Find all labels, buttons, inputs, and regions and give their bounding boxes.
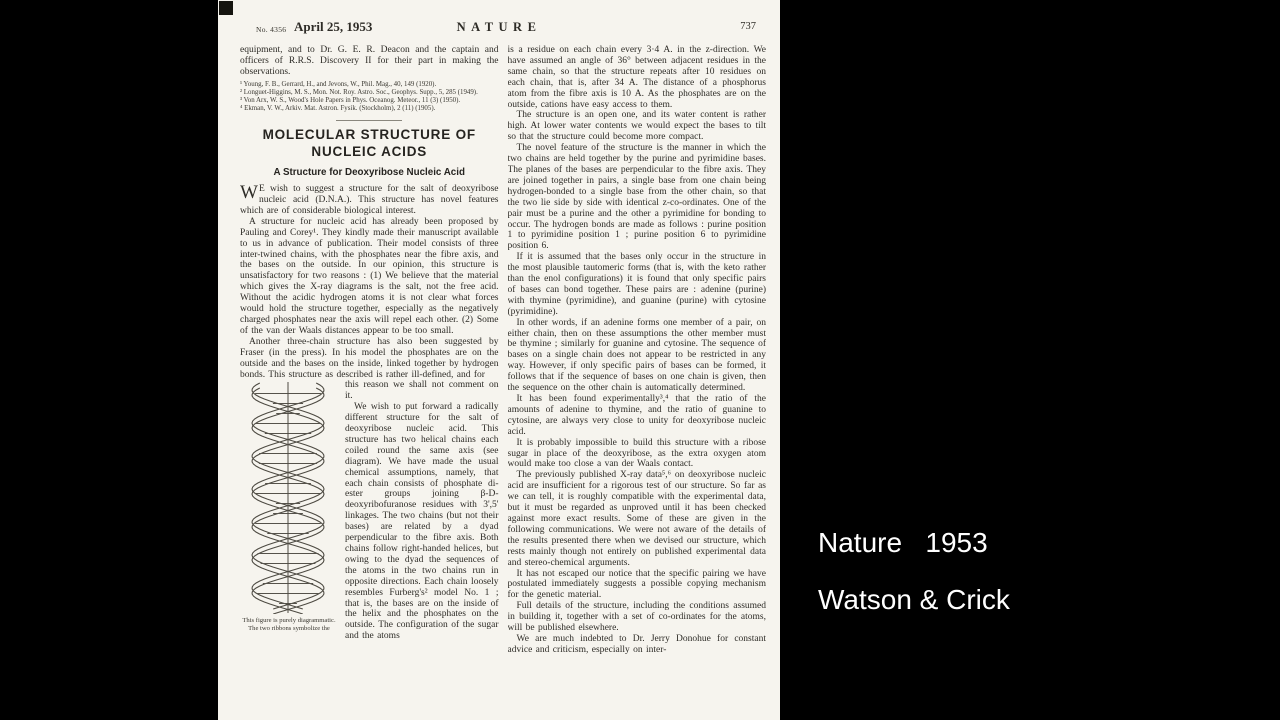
left-column xyxy=(240,45,499,720)
paragraph: Another three-chain structure has also been suggested by Fraser (in the press). In his model the phosphates are on the outside and the bases on the inside, linked together by hydrogen bonds. This structure as described is rather ill-defined, and for xyxy=(240,336,499,380)
dna-helix-figure xyxy=(240,382,338,632)
paragraph: this reason we shall not comment on it. xyxy=(345,380,499,402)
paragraph: A structure for nucleic acid has already been proposed by Pauling and Corey¹. They kindly made their manuscript available to us in advance of publication. Their model consists of three inter-twined chains, with the phosphates near the fibre axis, and the bases on the outside. In our opinion, this structure is unsatisfactory for two reasons : (1) We believe that the material which gives the X-ray diagrams is the salt, not the free acid. Without the acidic hydrogen atoms it is not clear what forces would hold the structure together, especially as the negatively charged phosphates near the axis will repel each other. (2) Some of the van der Waals distances appear to be too small. xyxy=(240,216,499,336)
reference-item: ⁴ Ekman, V. W., Arkiv. Mat. Astron. Fysik. (Stockholm), 2 (11) (1905). xyxy=(240,105,436,112)
paragraph: is a residue on each chain every 3·4 A. in the z-direction. We have assumed an angle of 36° between adjacent residues in the same chain, so that the structure repeats after 10 residues on each chain, that is, after 34 A. The distance of a phosphorus atom from the fibre axis is 10 A. As the phosphates are on the outside, cations have easy access to them. xyxy=(507,45,766,110)
paragraph: WE wish to suggest a structure for the salt of deoxyribose nucleic acid (D.N.A.). This structure has novel features which are of considerable biological interest. xyxy=(240,182,499,216)
paragraph: Full details of the structure, including the conditions assumed in building it, together with a set of co-ordinates for the atoms, will be published elsewhere. xyxy=(507,601,766,634)
paragraph: We are much indebted to Dr. Jerry Donohue for constant advice and criticism, especially on inter- xyxy=(507,633,766,655)
figure-caption: This figure is purely diagrammatic. The two ribbons symbolize the xyxy=(242,617,336,632)
paragraph: It is probably impossible to build this structure with a ribose sugar in place of the deoxyribose, as the extra oxygen atom would make too close a van der Waals contact. xyxy=(507,437,766,470)
article-separator xyxy=(336,120,402,121)
double-helix-diagram xyxy=(240,382,336,614)
article-subtitle: A Structure for Deoxyribose Nucleic Acid xyxy=(273,167,465,179)
journal-page xyxy=(218,0,780,720)
right-column xyxy=(508,45,767,720)
issue-number: No. 4356 xyxy=(256,25,287,34)
reference-item: ³ Von Arx, W. S., Wood's Hole Papers in Phys. Oceanog. Meteor., 11 (3) (1950). xyxy=(240,96,461,104)
page-columns xyxy=(240,45,766,720)
paragraph: The previously published X-ray data⁵,⁶ on deoxyribose nucleic acid are insufficient for a rigorous test of our structure. So far as we can tell, it is roughly compatible with the experimental data, but it must be regarded as unproved until it has been checked against more exact results. Some of these are given in the following communications. We were not aware of the details of the results presented there when we devised our structure, which rests mainly though not entirely on published experimental data and stereo-chemical arguments. xyxy=(507,470,766,568)
paragraph: It has not escaped our notice that the specific pairing we have postulated immediately suggests a possible copying mechanism for the genetic material. xyxy=(507,568,766,601)
page-number: 737 xyxy=(740,21,756,32)
paragraph: The structure is an open one, and its water content is rather high. At lower water contents we would expect the bases to tilt so that the structure could become more compact. xyxy=(507,110,766,143)
issue-date: April 25, 1953 xyxy=(294,19,373,34)
page-header xyxy=(218,0,780,44)
paragraph: We wish to put forward a radically different structure for the salt of deoxyribose nucleic acid. This structure has two helical chains each coiled round the same axis (see diagram). We have made the usual chemical assumptions, namely, that each chain consists of phosphate di-ester groups joining β-D-deoxyribofuranose residues with 3',5' linkages. The two chains (but not their bases) are related by a dyad perpendicular to the fibre axis. Both chains follow right-handed helices, but owing to the dyad the sequences of the atoms in the two chains run in opposite directions. Each chain loosely resembles Furberg's² model No. 1 ; that is, the bases are on the inside of the helix and the phosphates on the outside. The configuration of the sugar and the atoms xyxy=(345,402,499,642)
reference-item: ¹ Young, F. B., Gerrard, H., and Jevons, W., Phil. Mag., 40, 149 (1920). xyxy=(240,80,437,88)
paragraph: It has been found experimentally³,⁴ that the ratio of the amounts of adenine to thymine, and the ratio of guanine to cytosine, are always very close to unity for deoxyribose nucleic acid. xyxy=(507,394,766,437)
article-title: MOLECULAR STRUCTURE OF NUCLEIC ACIDS xyxy=(262,127,476,159)
paragraph: If it is assumed that the bases only occur in the structure in the most plausible tautomeric forms (that is, with the keto rather than the enol configurations) it is found that only specific pairs of bases can bond together. These pairs are : adenine (purine) with thymine (pyrimidine), and guanine (purine) with cytosine (pyrimidine). xyxy=(507,252,766,317)
paragraph: In other words, if an adenine forms one member of a pair, on either chain, then on these assumptions the other member must be thymine ; similarly for guanine and cytosine. The sequence of bases on a single chain does not appear to be restricted in any way. However, if only specific pairs of bases can be formed, it follows that if the sequence of bases on one chain is given, then the sequence on the other chain is automatically determined. xyxy=(507,317,766,394)
journal-name: NATURE xyxy=(456,20,542,34)
paragraph: The novel feature of the structure is the manner in which the two chains are held together by the purine and pyrimidine bases. The planes of the bases are perpendicular to the fibre axis. They are joined together in pairs, a single base from one chain being hydrogen-bonded to a single base from the other chain, so that the two lie side by side with identical z-co-ordinates. One of the pair must be a purine and the other a pyrimidine for bonding to occur. The hydrogen bonds are made as follows : purine position 1 to pyrimidine position 1 ; purine position 6 to pyrimidine position 6. xyxy=(507,143,766,252)
caption-journal-year: Nature 1953 xyxy=(818,527,988,558)
references-list xyxy=(240,81,499,113)
caption-overlay xyxy=(818,528,1010,615)
prev-article-paragraph: equipment, and to Dr. G. E. R. Deacon and the captain and officers of R.R.S. Discovery II for their part in making the observations. xyxy=(240,45,499,77)
caption-authors: Watson & Crick xyxy=(818,584,1010,615)
reference-item: ² Longuet-Higgins, M. S., Mon. Not. Roy. Astro. Soc., Geophys. Supp., 5, 285 (1949). xyxy=(240,88,478,96)
